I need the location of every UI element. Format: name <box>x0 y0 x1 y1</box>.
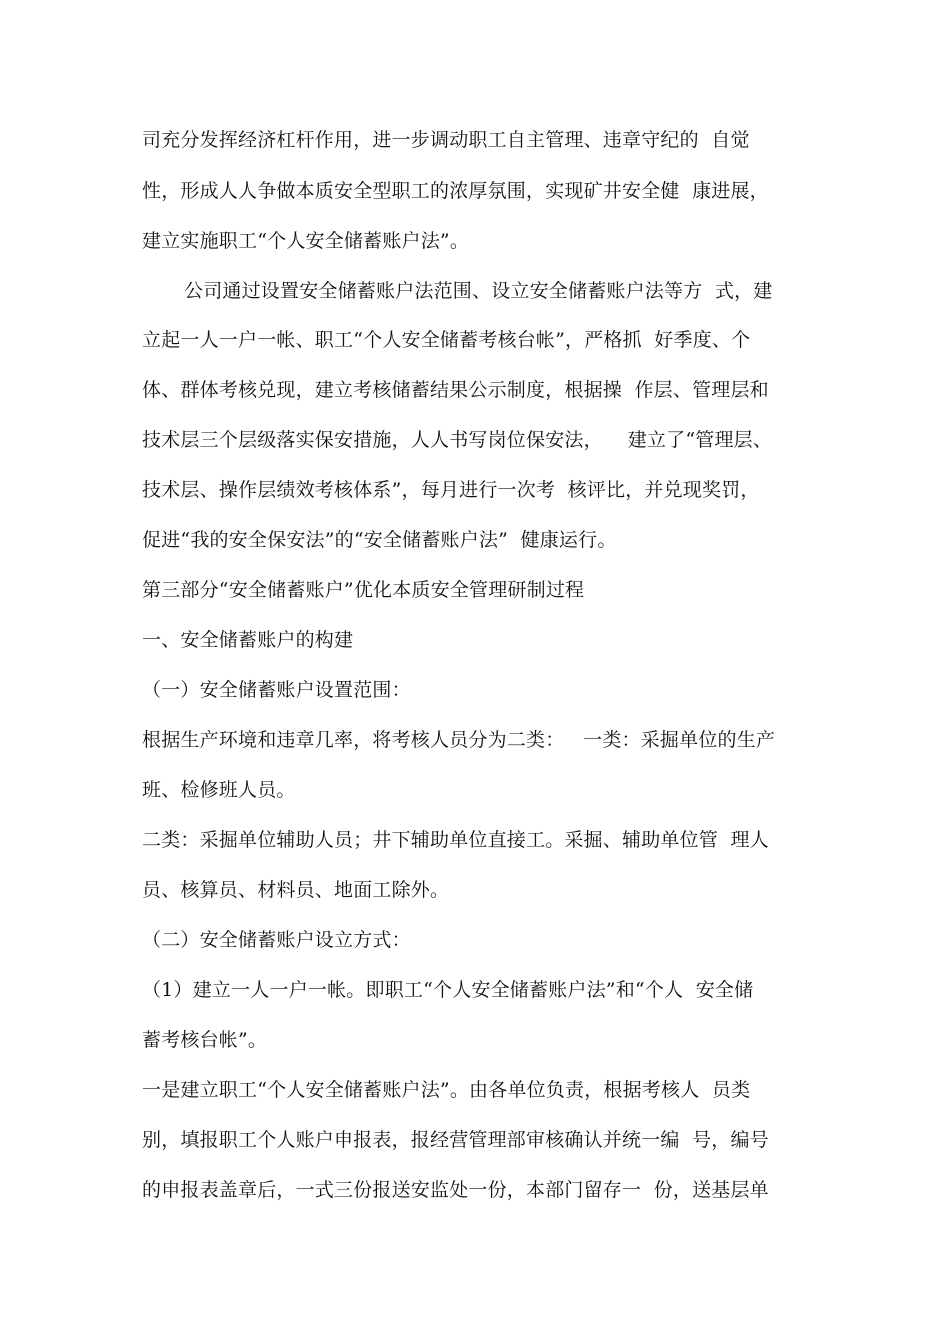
paragraph-line: 一是建立职工“个人安全储蓄账户法”。由各单位负责，根据考核人 员类 <box>142 1079 751 1101</box>
paragraph-line: 员、核算员、材料员、地面工除外。 <box>142 879 450 901</box>
paragraph-line: 促进“我的安全保安法”的“安全储蓄账户法” 健康运行。 <box>142 529 617 551</box>
paragraph-line: 二类：采掘单位辅助人员；井下辅助单位直接工。采掘、辅助单位管 理人 <box>142 829 769 851</box>
paragraph-line: （1）建立一人一户一帐。即职工“个人安全储蓄账户法”和“个人 安全储 <box>142 979 754 1001</box>
paragraph-line: 别，填报职工个人账户申报表，报经营管理部审核确认并统一编 号，编号 <box>142 1129 769 1151</box>
paragraph-line: 的申报表盖章后，一式三份报送安监处一份，本部门留存一 份，送基层单 <box>142 1179 769 1201</box>
paragraph-line: 司充分发挥经济杠杆作用，进一步调动职工自主管理、违章守纪的 自觉 <box>142 129 750 151</box>
subsection-heading: （一）安全储蓄账户设置范围： <box>142 679 411 701</box>
paragraph-line: 性，形成人人争做本质安全型职工的浓厚氛围，实现矿井安全健 康进展， <box>142 180 769 202</box>
paragraph-line: 根据生产环境和违章几率，将考核人员分为二类： 一类：采掘单位的生产 <box>142 729 776 751</box>
paragraph-line: 公司通过设置安全储蓄账户法范围、设立安全储蓄账户法等方 式，建 <box>184 280 773 302</box>
paragraph-line: 蓄考核台帐”。 <box>142 1029 268 1051</box>
subsection-heading: 一、安全储蓄账户的构建 <box>142 629 354 651</box>
paragraph-line: 技术层、操作层绩效考核体系”，每月进行一次考 核评比，并兑现奖罚， <box>142 479 760 501</box>
paragraph-line: 技术层三个层级落实保安措施，人人书写岗位保安法， 建立了“管理层、 <box>142 429 773 451</box>
paragraph-line: 体、群体考核兑现，建立考核储蓄结果公示制度，根据操 作层、管理层和 <box>142 379 769 401</box>
paragraph-line: 班、检修班人员。 <box>142 779 296 801</box>
paragraph-line: 立起一人一户一帐、职工“个人安全储蓄考核台帐”，严格抓 好季度、个 <box>142 329 751 351</box>
paragraph-line: 建立实施职工“个人安全储蓄账户法”。 <box>142 230 470 252</box>
subsection-heading: （二）安全储蓄账户设立方式： <box>142 929 411 951</box>
section-heading: 第三部分“安全储蓄账户”优化本质安全管理研制过程 <box>142 579 585 601</box>
